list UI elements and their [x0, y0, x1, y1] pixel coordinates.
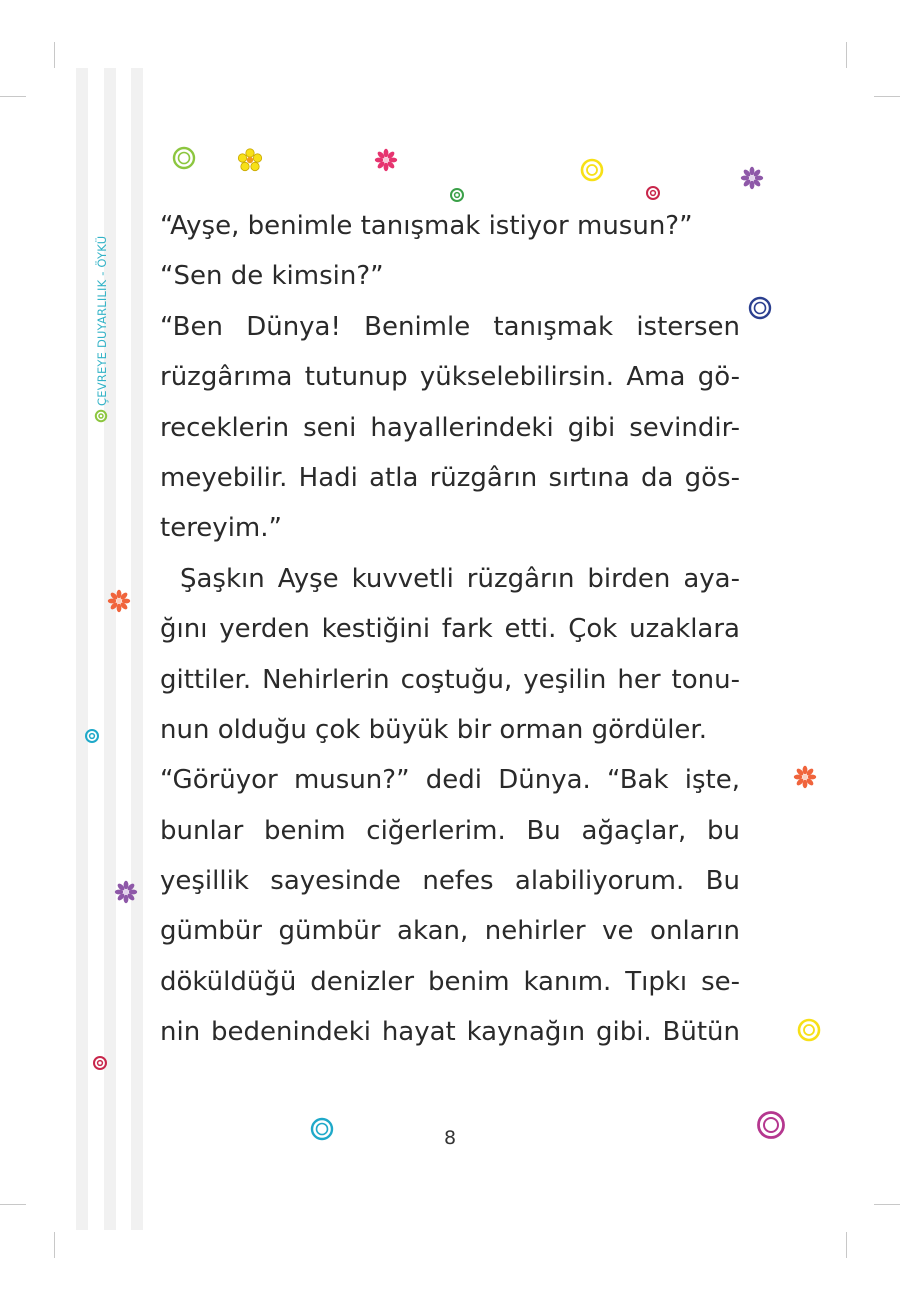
side-title	[95, 190, 111, 406]
crop-mark	[0, 1204, 26, 1205]
side-title-text: ÇEVREYE DUYARLILIK - ÖYKÜ	[95, 235, 109, 406]
text-line: receklerin seni hayallerindeki gibi sevindir-	[160, 412, 740, 443]
crop-mark	[54, 42, 55, 68]
text-line: “Ayşe, benimle tanışmak istiyor musun?”	[160, 211, 693, 241]
text-line: ğını yerden kestiğini fark etti. Çok uzaklara	[160, 614, 740, 645]
flower-icon	[374, 148, 398, 172]
text-line: “Sen de kimsin?”	[160, 261, 384, 292]
text-line: gümbür gümbür akan, nehirler ve onların	[160, 916, 740, 947]
ring-icon	[580, 158, 604, 182]
crop-mark	[0, 96, 26, 97]
decorative-stripe	[131, 68, 143, 1230]
ring-icon	[748, 296, 772, 320]
text-line: meyebilir. Hadi atla rüzgârın sırtına da gös-	[160, 462, 740, 493]
page-number: 8	[443, 1127, 457, 1149]
text-line: nin bedenindeki hayat kaynağın gibi. Bütün	[160, 1017, 740, 1048]
text-line: bunlar benim ciğerlerim. Bu ağaçlar, bu	[160, 815, 740, 846]
crop-mark	[874, 1204, 900, 1205]
text-line: Şaşkın Ayşe kuvvetli rüzgârın birden aya-	[180, 563, 740, 594]
crop-mark	[846, 42, 847, 68]
flower-icon	[793, 765, 817, 789]
text-line: nun olduğu çok büyük bir orman gördüler.	[160, 714, 707, 745]
crop-mark	[54, 1232, 55, 1258]
ring-icon	[797, 1018, 821, 1042]
story-text	[160, 201, 740, 1058]
text-line: yeşillik sayesinde nefes alabiliyorum. Bu	[160, 866, 740, 897]
flower-icon	[114, 880, 138, 904]
ring-icon	[449, 187, 465, 203]
crop-mark	[874, 96, 900, 97]
text-line: gittiler. Nehirlerin coştuğu, yeşilin her tonu-	[160, 664, 740, 695]
text-line: “Ben Dünya! Benimle tanışmak istersen	[160, 311, 740, 342]
decorative-stripe	[76, 68, 88, 1230]
ring-icon	[310, 1117, 334, 1141]
text-line: rüzgârıma tutunup yükselebilirsin. Ama gö-	[160, 362, 740, 393]
flower-icon	[237, 148, 263, 172]
text-line: döküldüğü denizler benim kanım. Tıpkı se-	[160, 966, 740, 997]
flower-icon	[107, 589, 131, 613]
ring-icon	[84, 728, 100, 744]
ring-icon	[756, 1110, 786, 1140]
ring-icon	[645, 185, 661, 201]
flower-icon	[740, 166, 764, 190]
crop-mark	[846, 1232, 847, 1258]
text-line: “Görüyor musun?” dedi Dünya. “Bak işte,	[160, 765, 740, 796]
ring-icon	[92, 1055, 108, 1071]
text-line: tereyim.”	[160, 513, 282, 544]
ring-icon	[94, 409, 108, 423]
ring-icon	[172, 146, 196, 170]
